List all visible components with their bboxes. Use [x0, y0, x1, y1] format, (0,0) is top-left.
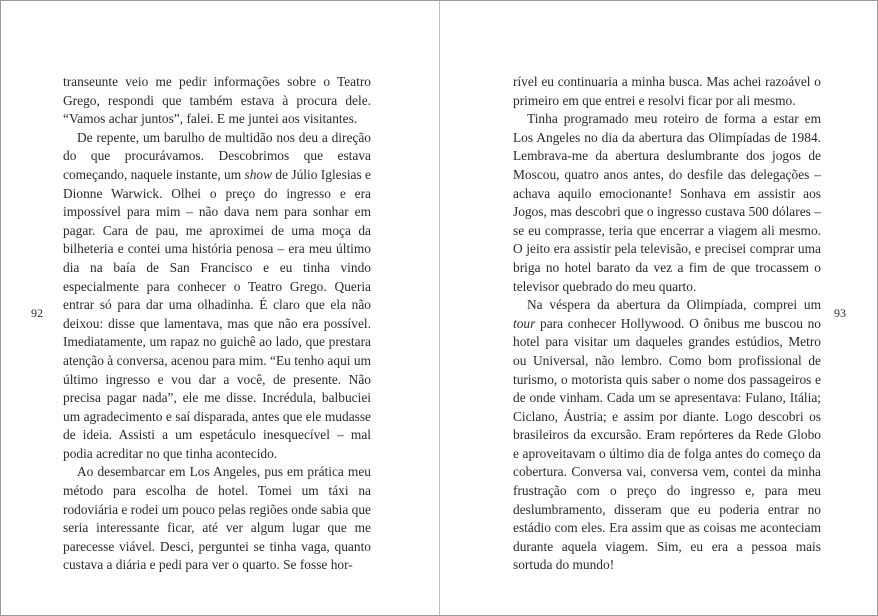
paragraph-text: para conhecer Hollywood. O ônibus me buscou no hotel para visitar um daqueles grandes estúdios, Metro ou Universal, não lembro. Como bom profissional de turismo, o motorista quis saber o nome dos passageiros e de onde vinham. Cada um se apresentava: Fulano, Itália; Ciclano, Áustria; e assim por diante. Logo descobri os brasileiros da excursão. Eram repórteres da Rede Globo e aproveitavam o último dia de folga antes do começo da cobertura. Conversa vai, conversa vem, contei da minha frustração com o preço do ingresso e, para meu deslumbramento, disseram que eu poderia entrar no estádio com eles. Era assim que as coisas me aconteciam durante aquela viagem. Sim, eu era a pessoa mais sortuda do mundo! — [513, 315, 821, 573]
paragraph-text: rível eu continuaria a minha busca. Mas achei razoável o primeiro em que entrei e resolvi ficar por ali mesmo. — [513, 74, 821, 108]
paragraph-text: de Júlio Iglesias e Dionne Warwick. Olhei o preço do ingresso e era impossível para mim – não dava nem para sonhar em pagar. Cara de pau, me aproximei de uma moça da bilheteria e contei uma história penosa – era meu último dia na baía de San Francisco e eu tinha vindo especialmente para conhecer o Teatro Grego. Queria entrar só para dar uma olhadinha. É claro que ela não deixou: disse que lamentava, mas que não era possível. Imediatamente, um rapaz no guichê ao lado, que prestara atenção à conversa, acenou para mim. “Eu tenho aqui um último ingresso e vou dar a você, de presente. Não precisa pagar nada”, ele me disse. Incrédula, balbuciei um agradecimento e saí disparada, antes que ele mudasse de ideia. Assisti a um espetáculo inesquecível – mal podia acreditar no que tinha acontecido. — [63, 166, 371, 461]
paragraph-text: Ao desembarcar em Los Angeles, pus em prática meu método para escolha de hotel. Tomei um táxi na rodoviária e rodei um pouco pelas regiões onde sabia que seria interessante ficar, até ver algum lugar que me parecesse viável. Desci, perguntei se tinha vaga, quanto custava a diária e pedi para ver o quarto. Se fosse hor- — [63, 464, 371, 573]
paragraph — [63, 73, 371, 129]
paragraph — [513, 110, 821, 296]
page-gutter — [439, 1, 440, 615]
right-page-text — [513, 73, 821, 575]
paragraph-text: Na véspera da abertura da Olimpíada, comprei um — [527, 297, 821, 313]
page-number-right: 93 — [834, 306, 846, 320]
emphasis-text: tour — [513, 315, 536, 331]
page-number-left: 92 — [31, 306, 43, 320]
paragraph-text: transeunte veio me pedir informações sobre o Teatro Grego, respondi que também estava à procura dele. “Vamos achar juntos”, falei. E me juntei aos visitantes. — [63, 74, 371, 127]
emphasis-text: show — [244, 166, 273, 182]
paragraph-text: De repente, um barulho de multidão nos deu a direção do que procurávamos. Descobrimos que estava começando, naquele instante, um — [63, 129, 371, 182]
paragraph-text: Tinha programado meu roteiro de forma a estar em Los Angeles no dia da abertura das Olimpíadas de 1984. Lembrava-me da abertura deslumbrante dos jogos de Moscou, quatro anos antes, do desfile das delegações – achava aquilo emocionante! Sonhava em assistir aos Jogos, mas descobri que o ingresso custava 500 dólares – se eu comprasse, teria que encerrar a viagem ali mesmo. O jeito era assistir pela televisão, e precisei comprar uma briga no hotel barato da vez a fim de que trocassem o televisor quebrado do meu quarto. — [513, 111, 821, 294]
left-page-text — [63, 73, 371, 575]
paragraph — [513, 73, 821, 110]
paragraph — [513, 296, 821, 575]
paragraph — [63, 463, 371, 575]
paragraph — [63, 129, 371, 464]
